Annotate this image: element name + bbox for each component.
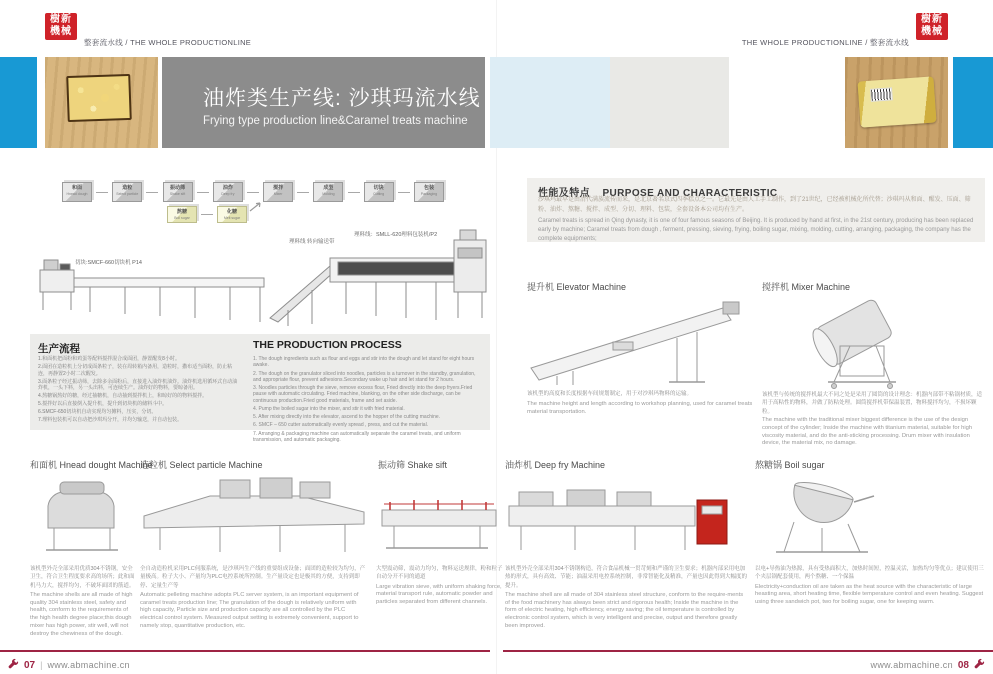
flow-step — [112, 182, 142, 202]
wrench-icon — [974, 656, 985, 674]
elevator-desc-en: The machine height and length according to workshop planning, used for caramel treats material transportation. — [527, 401, 753, 415]
flow-step-sublabel: Hnead dough — [66, 192, 88, 196]
process-item: 1. The dough ingredients such as flour and eggs and stir into the dough and let stand for eight hours awake. — [253, 356, 475, 369]
process-item: 5.搅拌好以后直接倒入提升机，提升到切块机的储料斗中。 — [38, 401, 168, 407]
flow-step — [213, 182, 243, 202]
fryer-desc-en: The machine shell are all made of 304 stainless steel structure, conform to the require-ments of the food machinery has always been strict and rigorous health; Inside the machine in the form of electric heating, high efficiency, energy saving; the oil temperature is controlled by electronic control system, which is very intelligent and precise, output and therefore greatly been improved. — [505, 591, 744, 629]
mixer-photo — [792, 290, 924, 390]
flow-substep-sublabel: Boil sugar — [174, 216, 190, 220]
mixer-caption: 搅拌机 Mixer Machine — [762, 282, 851, 292]
flow-connector — [197, 192, 209, 193]
footer-rule-right — [503, 650, 993, 652]
particle-desc-zh: 全自动造粒机采用PLC伺服系统，是沙琪玛生产线的重要组成设备；面团的造粒较为均匀，产量极高。粒子大小、产量均为PLC电控系统所控制。生产量设定也是极其的方便，支持到即停、定量生产等 — [140, 566, 366, 589]
dough-photo — [30, 472, 135, 556]
dough-desc — [30, 565, 136, 639]
flow-step — [313, 182, 343, 202]
process-items-en — [253, 356, 485, 445]
purpose-title-en: PURPOSE AND CHARACTERISTIC — [602, 188, 778, 199]
elevator-photo — [527, 294, 749, 386]
purpose-body-en: Caramel treats is spread in Qing dynasty, it is one of four famous seasons of Beijing. It is produced by hand at first, in the 21st century, producing has been replaced early by machine; Caramel treats from dough , ferment, pressing, sieving, frying, boiling sugar, mixing, molding, cutting, arranging, packaging, the company has the complete equipments; — [538, 218, 974, 242]
purpose-body-zh: 沙琪玛最早是由清代满族流传而来，是北京著名京式四季糕点之一。它最先是由人工手工制作，到了21世纪，已经被机械化所代替；沙琪玛从和面、醒发、压面、筛粉、油炸、熬糖、搅拌、成型、分切、理料、包装，全套设备本公司均有生产。 — [538, 197, 971, 213]
site-link[interactable]: www.abmachine.cn — [47, 660, 130, 670]
flow-step-label: 和面 — [71, 185, 82, 191]
footer-right — [871, 656, 985, 674]
flow-step — [364, 182, 394, 202]
flow-substep-label: 化糖 — [226, 209, 237, 215]
dough-caption: 和面机 Hnead dought Machine — [30, 460, 153, 470]
flow-step — [263, 182, 293, 202]
process-item: 6.SMCF-650切块机自动实现均匀摊料，压实，分切。 — [38, 409, 157, 415]
wrench-icon — [8, 656, 19, 674]
caramel-treat-photo — [45, 57, 158, 148]
flow-step-sublabel: Packaging — [420, 192, 438, 196]
page-number-left: 07 — [24, 659, 36, 671]
sieve-photo — [376, 472, 502, 556]
flow-step-sublabel: Deep fry — [221, 192, 235, 196]
footer-left — [8, 656, 130, 674]
flow-connector — [247, 192, 259, 193]
flow-connector — [348, 192, 360, 193]
elevator-caption: 提升机 Elevator Machine — [527, 282, 627, 292]
mixer-desc-en: The machine with the traditional mixer biggest difference is the use of the design concept of the cylinder; Inside the machine with titanium material, suitable for high viscosity material, and do the anti-sticking processing. Drum mixer with insulation device, the material mix, no damage. — [762, 417, 973, 447]
process-title-en: THE PRODUCTION PROCESS — [253, 339, 402, 351]
mixer-desc-zh: 该机型与传统的搅拌机最大不同之处是采用了圆筒的设计理念：机器内部带不粘锅材质，适用于高粘性的物料，并做了防粘处理。圆筒搅拌机带保温装置，物料搅拌均匀，不损坏颗粒。 — [762, 392, 983, 415]
package-image — [857, 76, 936, 127]
flow-substep-sublabel: Melt sugar — [223, 216, 241, 220]
process-title-zh: 生产流程 — [38, 343, 80, 355]
flow-connector — [146, 192, 158, 193]
flow-step — [62, 182, 92, 202]
process-item: 5. After mixing directly into the elevator, ascend to the hopper of the cutting machine. — [253, 414, 441, 420]
flow-substep-label: 熬糖 — [176, 209, 187, 215]
particle-photo — [140, 472, 368, 556]
process-item: 2. The dough on the granulator sliced into noodles, particles is a turnover in the standby, granulation, and appropriate flour, prevent adhesions.Secondary wake up hair and let stand for 2 hours. — [253, 370, 476, 383]
sieve-desc — [376, 565, 504, 607]
flow-step-label: 切块 — [373, 185, 384, 191]
cutter-label: 切块:SMCF-660切块机 P14 — [75, 260, 142, 266]
flow-step-sublabel: Cutting — [373, 192, 385, 196]
sugar-desc-en: Electricity+conduction oil are taken as the heat source with the characteristic of large heasting area, short heating time, flexible temperature control and even heating. Suggest using three sandwich pot, two for boiling sugar, one for keeping warm. — [755, 583, 984, 606]
sieve-desc-zh: 大型震动筛，震动力均匀，物料运送规律，粉和粒子自动分开不同的通道 — [376, 566, 503, 581]
page-title: 油炸类生产线: 沙琪玛流水线 — [203, 87, 481, 110]
flow-step-label: 油炸 — [222, 185, 233, 191]
caramel-block-image — [66, 74, 132, 122]
banner-title-block — [162, 57, 485, 148]
header-right-tagline: THE WHOLE PRODUCTIONLINE / 整套流水线 — [741, 38, 909, 47]
dough-desc-zh: 该机型外壳全部采用优质304不锈钢，安全卫生，符合卫生程度要求高的场所；此和面机马力大，搅拌均匀，不破坏面团的筋道。 — [30, 566, 135, 589]
banner-lightblue-block — [490, 57, 610, 148]
flow-step-label: 搅拌 — [273, 185, 284, 191]
flow-connector — [96, 192, 108, 193]
seal-stamp-icon: 樹新機械 — [45, 13, 77, 40]
fryer-desc — [505, 565, 747, 631]
pencil-arrow-icon — [249, 199, 263, 217]
process-item: 6. SMCF – 650 cutter automatically evenly spread , press, and cut the material. — [253, 422, 429, 429]
flow-connector — [297, 192, 309, 193]
flow-connector — [398, 192, 410, 193]
purpose-title-zh: 性能及特点 — [538, 188, 590, 199]
caramel-closeup-photo — [729, 57, 845, 148]
sieve-caption: 振动筛 Shake sift — [378, 460, 448, 470]
flow-step-label: 振动筛 — [170, 185, 186, 191]
flow-step — [414, 182, 444, 202]
site-link[interactable]: www.abmachine.cn — [870, 660, 953, 670]
process-item: 4.熬糖锅熬好的糖，经过抽糖机，自动抽到搅拌机上，和晾好的的物料搅拌。 — [38, 393, 208, 399]
sugar-desc — [755, 565, 987, 607]
page-subtitle: Frying type production line&Caramel treats machine — [203, 115, 468, 127]
flow-substep — [217, 206, 247, 223]
seal-stamp-icon: 樹新機械 — [916, 13, 948, 40]
barcode-image — [870, 87, 893, 102]
flow-step-sublabel: Select particle — [116, 192, 139, 196]
elevator-desc-zh: 该机型的高度和长度根据车间规划制定，用于对沙琪玛物料的运输。 — [527, 391, 693, 397]
particle-desc-en: Automatic pelleting machine adopts PLC server system, is an important equipment of caramel treats production line; The granulation of the dough is relatively uniform with high capacity, Particle size and production capacity are all controlled by the PLC electrical control system. Measured output setting is extremely convenient, support to namely stop, quantitative production, etc. — [140, 591, 359, 629]
flow-step-label: 成型 — [323, 185, 334, 191]
flow-step-label: 包装 — [423, 185, 434, 191]
process-item: 4. Pump the boiled sugar into the mixer, and stir it with fried material. — [253, 405, 405, 412]
particle-caption: 造粒机 Select particle Machine — [140, 460, 263, 470]
flow-step — [163, 182, 193, 202]
sieve-desc-en: Large vibration sieve, with uniform shaking force, material transport rule, automatic powder and particles separated from different channels. — [376, 583, 502, 606]
process-item: 7. Arranging & packaging machine can automatically separate the caramel treats, and uniform transmission, and automatic packaging. — [253, 430, 461, 443]
sugar-caption: 熬糖锅 Boil sugar — [755, 460, 825, 470]
fryer-desc-zh: 该机型外壳全部采用304不锈钢构造，符合食品机械一贯苛刻和严谨的卫生要求；机器内部采用电加热的形式，具有高效、节能；油温采用电控系统控制，非常智能化及精准，产量也因此得到大幅度的提升。 — [505, 566, 748, 589]
process-item: 3.面条粒子经过振动筛，去除多余面粉后，直接进入油炸机油炸。油炸机选用循环式自动油炸机，一头下料，另一头出料，可连续生产。油炸好的物料，要晾备用。 — [38, 378, 238, 391]
header-left-tagline: 整套流水线 / THE WHOLE PRODUCTIONLINE — [84, 38, 252, 47]
footer-rule-left — [0, 650, 490, 652]
packaged-product-photo — [845, 57, 948, 148]
flow-connector — [201, 214, 213, 215]
fryer-caption: 油炸机 Deep fry Machine — [505, 460, 606, 470]
dough-desc-en: The machine shells are all made of high quality 304 stainless steel, safety and health, conform to the requirements of the high health degree place;this dough mixer has high power, stir well, will not destroy the chewiness of the dough. — [30, 591, 133, 637]
banner-blue-block-left — [0, 57, 37, 148]
flow-step-sublabel: Molding — [322, 192, 335, 196]
conveyor-label: 理料线 转向输送带 — [289, 239, 335, 245]
process-item: 3. Noodles particles through the sieve, remove excess flour, Fried directly into the deep fryers.Fried pause with automatic circulating. Fried machine, blanking, on the other side discharge, can be continuous production.Fried good materials, frame and set aside. — [253, 385, 473, 404]
process-item: 1.和面机把面粉和鸡蛋等配料搅拌混合成面团，静置醒发8小时。 — [38, 356, 180, 362]
sugar-desc-zh: 以电+导热油为热源，具有受热面积大，加热时间短，控温灵活，加热均匀等优点；建议使用三个夹层锅配套使用，两个熬糖、一个保温 — [755, 566, 984, 581]
footer-separator: | — [40, 660, 43, 670]
flow-step-sublabel: Mixer — [273, 192, 283, 196]
fryer-photo — [505, 472, 745, 556]
packer-label: 理料线：SMLL-620理料包装机/P2 — [354, 232, 438, 238]
banner-blue-block-right — [953, 57, 993, 148]
particle-desc — [140, 565, 368, 631]
banner-lightgray-block — [610, 57, 729, 148]
sugar-photo — [760, 472, 890, 556]
flow-step-sublabel: Shake sift — [169, 192, 186, 196]
production-line-drawing — [30, 226, 490, 332]
process-item: 2.面团在造粒机上分切成面条粒子，装在周转箱内备用，造粒时，撒布适当面粉，防止粘连，再静置2小时二次醒发。 — [38, 364, 233, 377]
process-item: 7.理料包装机可以自动把沙琪玛分开，并均匀输送，并自动包装。 — [38, 417, 183, 423]
flow-step-label: 造粒 — [122, 185, 133, 191]
page-number-right: 08 — [957, 659, 969, 671]
flow-substep — [167, 206, 197, 223]
process-items-zh — [38, 356, 240, 425]
